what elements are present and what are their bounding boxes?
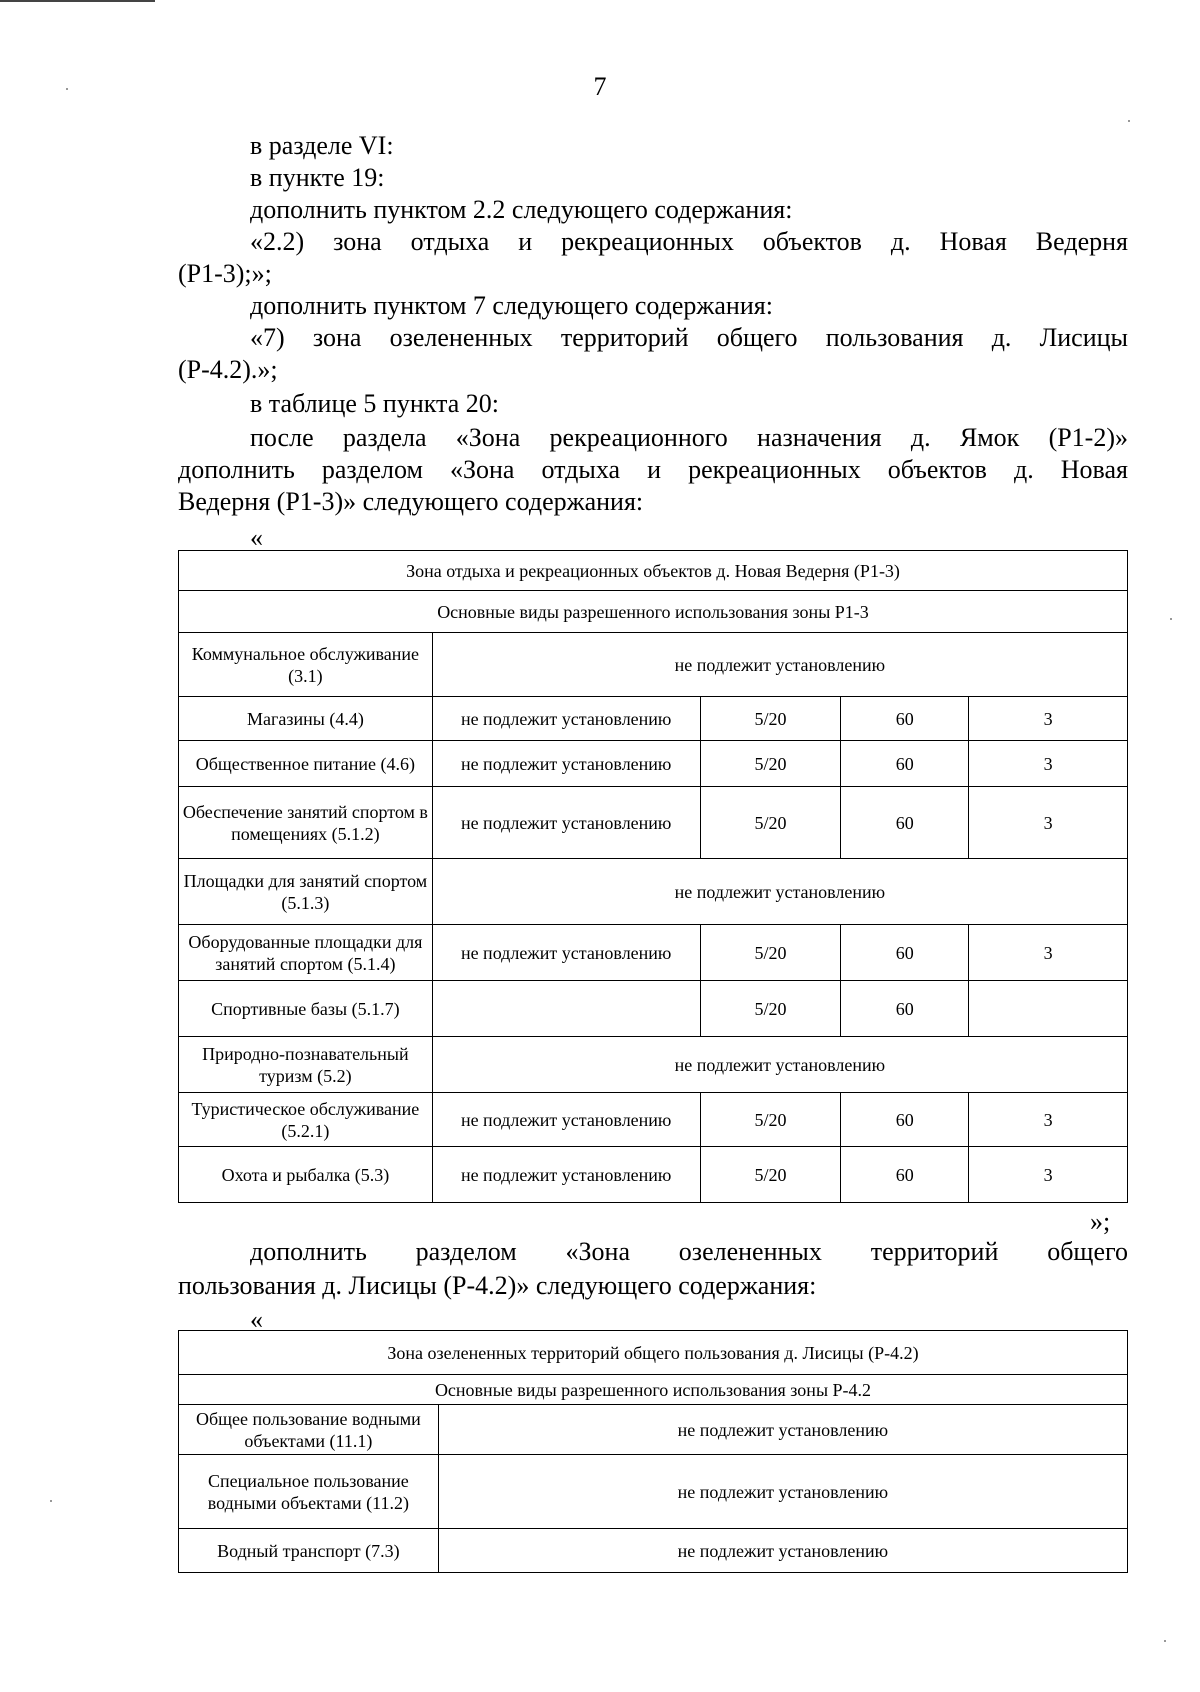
cell-value: 5/20 bbox=[700, 925, 841, 981]
table-zone-r4-2 bbox=[178, 1330, 1128, 1573]
table-row bbox=[179, 633, 1128, 697]
paragraph-add-7: дополнить пунктом 7 следующего содержания: bbox=[250, 291, 773, 320]
scan-dust bbox=[1164, 1640, 1166, 1642]
paragraph-quote-2-2-end: (Р1-3);»; bbox=[178, 259, 272, 288]
table-row bbox=[179, 741, 1128, 787]
quote-close: »; bbox=[1090, 1207, 1111, 1236]
paragraph-point: в пункте 19: bbox=[250, 163, 385, 192]
scan-edge-line bbox=[0, 0, 155, 2]
cell-value: 60 bbox=[841, 1147, 969, 1203]
cell-value: не подлежит установлению bbox=[432, 925, 700, 981]
row-merged-value: не подлежит установлению bbox=[438, 1529, 1127, 1573]
paragraph-add-section-r4-2-end: пользования д. Лисицы (Р-4.2)» следующего содержания: bbox=[178, 1271, 817, 1300]
cell-value bbox=[432, 981, 700, 1037]
paragraph-after-section: после раздела «Зона рекреационного назначения д. Ямок (Р1-2)» bbox=[250, 423, 1128, 452]
paragraph-add-section-r4-2: дополнить разделом «Зона озелененных территорий общего bbox=[250, 1237, 1128, 1266]
paragraph-add-section-end: Ведерня (Р1-3)» следующего содержания: bbox=[178, 487, 644, 516]
table-row bbox=[179, 1455, 1128, 1529]
row-merged-value: не подлежит установлению bbox=[432, 633, 1127, 697]
paragraph-add-2-2: дополнить пунктом 2.2 следующего содержания: bbox=[250, 195, 793, 224]
table-zone-r1-3 bbox=[178, 550, 1128, 1203]
cell-value: 5/20 bbox=[700, 1093, 841, 1147]
row-name: Площадки для занятий спортом (5.1.3) bbox=[179, 859, 433, 925]
table-title: Зона отдыха и рекреационных объектов д. Новая Ведерня (Р1-3) bbox=[179, 551, 1128, 591]
cell-value: не подлежит установлению bbox=[432, 741, 700, 787]
paragraph-add-section: дополнить разделом «Зона отдыха и рекреационных объектов д. Новая bbox=[178, 455, 1128, 484]
row-name: Магазины (4.4) bbox=[179, 697, 433, 741]
table-row bbox=[179, 787, 1128, 859]
cell-value: 60 bbox=[841, 697, 969, 741]
cell-value: 5/20 bbox=[700, 787, 841, 859]
table-subtitle: Основные виды разрешенного использования зоны Р1-3 bbox=[179, 591, 1128, 633]
paragraph-quote-7-end: (Р-4.2).»; bbox=[178, 355, 278, 384]
cell-value: 60 bbox=[841, 981, 969, 1037]
cell-value: не подлежит установлению bbox=[432, 1147, 700, 1203]
cell-value: 60 bbox=[841, 925, 969, 981]
row-name: Специальное пользование водными объектами (11.2) bbox=[179, 1455, 439, 1529]
table-row bbox=[179, 1147, 1128, 1203]
cell-value: не подлежит установлению bbox=[432, 1093, 700, 1147]
paragraph-quote-7: «7) зона озелененных территорий общего пользования д. Лисицы bbox=[250, 323, 1128, 352]
cell-value bbox=[969, 981, 1128, 1037]
row-merged-value: не подлежит установлению bbox=[438, 1405, 1127, 1455]
cell-value: не подлежит установлению bbox=[432, 697, 700, 741]
page-number: 7 bbox=[593, 72, 607, 101]
row-merged-value: не подлежит установлению bbox=[432, 1037, 1127, 1093]
cell-value: 3 bbox=[969, 1147, 1128, 1203]
table-title: Зона озелененных территорий общего пользования д. Лисицы (Р-4.2) bbox=[179, 1331, 1128, 1375]
table-row bbox=[179, 1405, 1128, 1455]
paragraph-table-5: в таблице 5 пункта 20: bbox=[250, 389, 499, 418]
cell-value: 5/20 bbox=[700, 981, 841, 1037]
row-name: Природно-познавательный туризм (5.2) bbox=[179, 1037, 433, 1093]
row-name: Общее пользование водными объектами (11.1) bbox=[179, 1405, 439, 1455]
row-name: Туристическое обслуживание (5.2.1) bbox=[179, 1093, 433, 1147]
table-row bbox=[179, 925, 1128, 981]
cell-value: 60 bbox=[841, 1093, 969, 1147]
row-merged-value: не подлежит установлению bbox=[438, 1455, 1127, 1529]
scan-dust bbox=[1128, 120, 1130, 122]
cell-value: 3 bbox=[969, 925, 1128, 981]
row-name: Общественное питание (4.6) bbox=[179, 741, 433, 787]
table-row bbox=[179, 697, 1128, 741]
cell-value: 5/20 bbox=[700, 741, 841, 787]
table-subtitle: Основные виды разрешенного использования зоны Р-4.2 bbox=[179, 1375, 1128, 1405]
table-row bbox=[179, 1529, 1128, 1573]
cell-value: 5/20 bbox=[700, 1147, 841, 1203]
cell-value: 3 bbox=[969, 787, 1128, 859]
scan-dust bbox=[50, 1500, 52, 1502]
cell-value: 5/20 bbox=[700, 697, 841, 741]
quote-open: « bbox=[250, 523, 263, 552]
table-row bbox=[179, 1093, 1128, 1147]
table-row bbox=[179, 859, 1128, 925]
row-name: Водный транспорт (7.3) bbox=[179, 1529, 439, 1573]
row-name: Оборудованные площадки для занятий спортом (5.1.4) bbox=[179, 925, 433, 981]
paragraph-section: в разделе VI: bbox=[250, 131, 394, 160]
row-name: Коммунальное обслуживание (3.1) bbox=[179, 633, 433, 697]
cell-value: 3 bbox=[969, 741, 1128, 787]
cell-value: 3 bbox=[969, 1093, 1128, 1147]
scan-dust bbox=[1170, 618, 1172, 620]
paragraph-quote-2-2: «2.2) зона отдыха и рекреационных объектов д. Новая Ведерня bbox=[250, 227, 1128, 256]
quote-open-2: « bbox=[250, 1305, 263, 1334]
table-row bbox=[179, 1037, 1128, 1093]
cell-value: не подлежит установлению bbox=[432, 787, 700, 859]
cell-value: 60 bbox=[841, 787, 969, 859]
row-merged-value: не подлежит установлению bbox=[432, 859, 1127, 925]
cell-value: 3 bbox=[969, 697, 1128, 741]
row-name: Охота и рыбалка (5.3) bbox=[179, 1147, 433, 1203]
row-name: Спортивные базы (5.1.7) bbox=[179, 981, 433, 1037]
row-name: Обеспечение занятий спортом в помещениях (5.1.2) bbox=[179, 787, 433, 859]
cell-value: 60 bbox=[841, 741, 969, 787]
table-row bbox=[179, 981, 1128, 1037]
